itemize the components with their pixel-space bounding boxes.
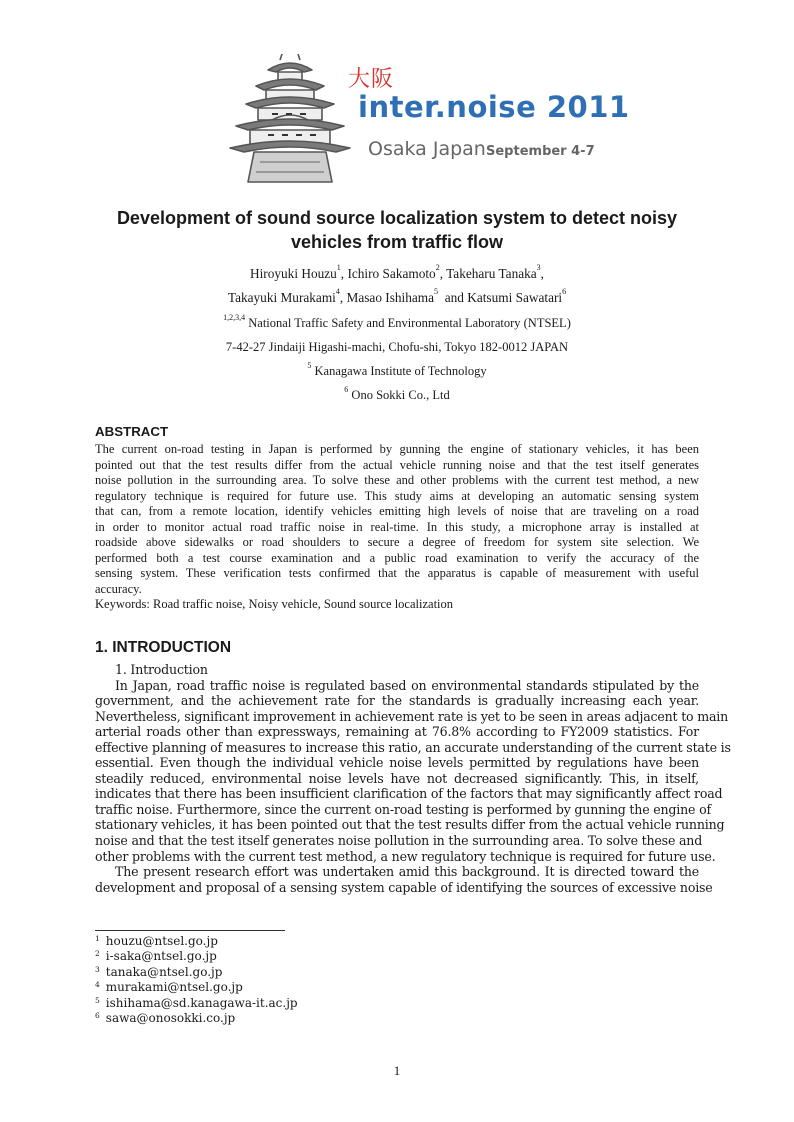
footnotes bbox=[95, 934, 298, 1026]
footnote-item: $^1$ houzu@ntsel.go.jp bbox=[95, 934, 218, 948]
intro-line: stationary vehicles, it has been pointed out that the test results differ from the actual vehicle running bbox=[95, 817, 725, 833]
abstract-heading: ABSTRACT bbox=[95, 424, 169, 439]
paper-title-line-1: Development of sound source localization system to detect noisy bbox=[116, 208, 678, 228]
abstract-line: pointed out that the test results differ from the actual vehicle running noise and that the test itself generates bbox=[95, 457, 699, 472]
footnote-email[interactable]: houzu@ntsel.go.jp bbox=[105, 934, 218, 948]
intro-line: noise and that the test itself generates noise pollution in the surrounding area. To solve these and bbox=[95, 833, 703, 849]
abstract-line: regulatory technique is required for future use. This study aims at developing an automatic sensing system bbox=[95, 488, 699, 503]
intro-line: essential. Even though the individual vehicle noise levels permitted by regulations have been bbox=[95, 755, 699, 771]
affiliation-ntsel: $^{1,2,3,4}$ National Traffic Safety and Environmental Laboratory (NTSEL) bbox=[223, 313, 571, 330]
intro-line: The present research effort was undertaken amid this background. It is directed toward the bbox=[115, 864, 699, 880]
intro-line: effective planning of measures to increase this ratio, an accurate understanding of the current state is bbox=[95, 739, 731, 755]
intro-line: development and proposal of a sensing system capable of identifying the sources of excessive noise bbox=[95, 879, 713, 895]
paper-title bbox=[95, 206, 699, 254]
authors-line-2: Takayuki Murakami$^4$, Masao Ishihama$^5$ and Katsumi Sawatari$^6$ bbox=[227, 287, 567, 305]
keywords: Keywords: Road traffic noise, Noisy vehicle, Sound source localization bbox=[95, 597, 454, 612]
abstract-line: that can, from a remote location, identify vehicles emitting high levels of noise that are traveling on a road bbox=[95, 504, 699, 519]
footnote-email[interactable]: sawa@onosokki.co.jp bbox=[105, 1011, 236, 1026]
abstract-body bbox=[95, 442, 699, 613]
osaka-kanji: 大阪 bbox=[348, 67, 395, 92]
footnote-email[interactable]: ishihama@sd.kanagawa-it.ac.jp bbox=[105, 995, 298, 1010]
abstract-line: The current on-road testing in Japan is performed by gunning the engine of stationary vehicles, it has been bbox=[95, 442, 699, 456]
abstract-line: noise pollution in the surrounding area. To solve these and other problems with the current test method, a new bbox=[95, 473, 699, 488]
intro-line: other problems with the current test method, a new regulatory technique is required for future use. bbox=[95, 848, 716, 864]
footnote-item: $^4$ murakami@ntsel.go.jp bbox=[95, 980, 243, 995]
abstract-line: roadside above sidewalks or road shoulders to secure a degree of freedom for system site selection. We bbox=[95, 535, 699, 550]
osaka-castle-icon bbox=[220, 50, 360, 190]
conference-location: Osaka Japan bbox=[368, 138, 486, 160]
footnote-item: $^3$ tanaka@ntsel.go.jp bbox=[95, 964, 223, 979]
affiliation-kanagawa: $^5$ Kanagawa Institute of Technology bbox=[307, 361, 487, 378]
affiliation-address: 7-42-27 Jindaiji Higashi-machi, Chofu-shi, Tokyo 182-0012 JAPAN bbox=[225, 340, 569, 354]
introduction-heading: 1. INTRODUCTION bbox=[95, 639, 232, 656]
page-number: 1 bbox=[393, 1063, 401, 1078]
intro-line: In Japan, road traffic noise is regulated based on environmental standards stipulated by the bbox=[115, 677, 699, 693]
authors-line-1: Hiroyuki Houzu$^1$, Ichiro Sakamoto$^2$, Takeharu Tanaka$^3$, bbox=[250, 263, 544, 281]
footnote-item: $^2$ i-saka@ntsel.go.jp bbox=[95, 949, 217, 964]
footnote-email[interactable]: tanaka@ntsel.go.jp bbox=[105, 964, 223, 979]
conference-logo bbox=[220, 50, 630, 190]
conference-dates: September 4-7 bbox=[486, 144, 595, 159]
introduction-subheading: 1. Introduction bbox=[115, 662, 208, 677]
intro-line: arterial roads other than expressways, remaining at 76.8% according to FY2009 statistics. For bbox=[95, 724, 699, 740]
abstract-line: sensing system. These verification tests confirmed that the apparatus is capable of measurement with useful bbox=[95, 566, 699, 581]
intro-line: government, and the achievement rate for the standards is gradually increasing each year. bbox=[95, 693, 699, 709]
footnote-item: $^5$ ishihama@sd.kanagawa-it.ac.jp bbox=[95, 995, 298, 1010]
footnote-divider bbox=[95, 930, 285, 931]
abstract-line: in order to monitor actual road traffic noise in real-time. In this study, a microphone array is installed at bbox=[95, 519, 699, 534]
footnote-email[interactable]: murakami@ntsel.go.jp bbox=[105, 980, 243, 995]
introduction-body bbox=[95, 662, 731, 895]
conference-name: inter.noise 2011 bbox=[358, 90, 630, 124]
intro-line: indicates that there has been insufficient clarification of the factors that may significantly affect road bbox=[95, 786, 723, 802]
footnote-email[interactable]: i-saka@ntsel.go.jp bbox=[105, 949, 217, 964]
abstract-line: performed both a test course examination and a public road examination to verify the accuracy of the bbox=[95, 550, 699, 565]
intro-line: Nevertheless, significant improvement in achievement rate is yet to be seen in areas adjacent to main bbox=[95, 708, 729, 724]
footnote-item: $^6$ sawa@onosokki.co.jp bbox=[95, 1011, 236, 1026]
intro-line: traffic noise. Furthermore, since the current on-road testing is performed by gunning the engine of bbox=[95, 801, 711, 817]
abstract-line: accuracy. bbox=[95, 581, 142, 596]
intro-line: steadily reduced, environmental noise levels have not decreased significantly. This, in itself, bbox=[95, 770, 699, 786]
affiliation-ono-sokki: $^6$ Ono Sokki Co., Ltd bbox=[344, 385, 450, 402]
paper-title-line-2: vehicles from traffic flow bbox=[290, 232, 504, 252]
